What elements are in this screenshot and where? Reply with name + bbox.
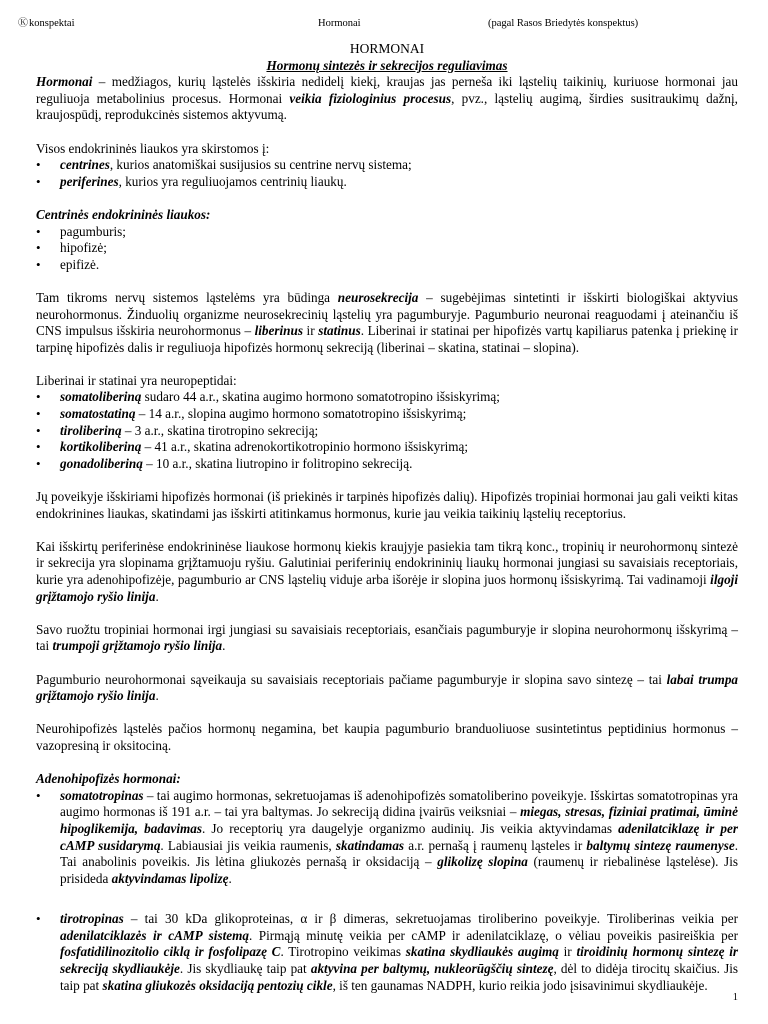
bullet-icon: • xyxy=(36,223,41,239)
bullet-icon: • xyxy=(36,389,41,405)
list-item: • pagumburis; xyxy=(36,223,126,239)
paragraph-very-short-feedback: Pagumburio neurohormonai sąveikauja su savaisiais receptoriais pačiame pagumburyje ir slopina savo sintezę – tai labai trumpa grįžtamojo ryšio linija. xyxy=(36,671,739,704)
list-item: • somatoliberiną sudaro 44 a.r., skatina augimo hormono somatotropino išsiskyrimą; xyxy=(36,389,500,405)
copyright-icon: Ⓚ xyxy=(18,18,28,29)
paragraph-neuropeptides-intro: Liberinai ir statinai yra neuropeptidai: xyxy=(36,372,237,388)
bullet-icon: • xyxy=(36,455,41,471)
list-item: • gonadoliberiną – 10 a.r., skatina liutropino ir folitropino sekreciją. xyxy=(36,455,413,471)
paragraph-neurosecretion: Tam tikroms nervų sistemos ląstelėms yra būdinga neurosekrecija – sugebėjimas sintetinti ir išskirti biologiškai aktyvius neurohormonus. Žinduolių organizme neurosekrecinių ląstelių yra pagumburyje. Pagumburio neuronai reaguodami į ateinančiu iš CNS impulsus išskiria neurohormonus – liberinus ir statinus. Liberinai ir statinai per hipofizės vartų kapiliarus patenka į priekinę ir tarpinę hipofizės dalis ir reguliuoja hipofizės hormonų sekreciją (liberinai – skatina, statinai – slopina). xyxy=(36,289,738,355)
bullet-icon: • xyxy=(36,439,41,455)
central-glands-heading: Centrinės endokrininės liaukos: xyxy=(36,206,211,222)
list-item: • centrines, kurios anatomiškai susijusios su centrine nervų sistema; xyxy=(36,157,412,173)
bullet-icon: • xyxy=(36,157,41,173)
bullet-icon: • xyxy=(36,787,41,803)
adenohypophysis-heading: Adenohipofizės hormonai: xyxy=(36,771,181,787)
paragraph-long-feedback: Kai išskirtų periferinėse endokrininėse liaukose hormonų kiekis kraujyje pasiekia tam tikrą konc., tropinių ir neurohormonų sintezė ir sekrecija yra slopinama grįžtamuoju ryšiu. Galutiniai periferinių endokrininių liaukų hormonai jungiasi su savaisiais receptoriais, kurie yra adenohipofizėje, pagumburio ar CNS ląstelių viduje arba išorėje ir slopina juos hormonų išsiskyrimą. Tai vadinamoji ilgoji grįžtamojo ryšio linija. xyxy=(36,538,738,604)
bullet-icon: • xyxy=(36,422,41,438)
page-title: HORMONAI xyxy=(349,41,425,56)
paragraph-hormones-definition: Hormonai – medžiagos, kurių ląstelės išskiria nedidelį kiekį, kraujas jas perneša iki ląstelių taikinių, kuriuose hormonai jau reguliuoja metabolinius procesus. Hormonai veikia fiziologinius procesus, pvz., ląstelių augimą, širdies susitraukimų dažnį, kraujospūdį, reprodukcinės sistemos aktyvumą. xyxy=(36,74,738,123)
document-body xyxy=(36,41,738,994)
central-glands-list xyxy=(36,224,738,274)
glands-list xyxy=(36,157,738,190)
header-right: (pagal Rasos Briedytės konspektus) xyxy=(488,18,639,29)
bullet-icon: • xyxy=(36,911,41,927)
bullet-icon: • xyxy=(36,406,41,422)
bullet-icon: • xyxy=(36,256,41,272)
bullet-icon: • xyxy=(36,173,41,189)
list-spacer xyxy=(36,887,738,911)
paragraph-pituitary-hormones: Jų poveikyje išskiriami hipofizės hormonai (iš priekinės ir tarpinės hipofizės dalių). Hipofizės tropiniai hormonai jau gali veikti kitas endokrinines liaukas, skatindami jas išskirti atitinkamus hormonus, kurie jau veikia taikinių ląstelių receptorius. xyxy=(36,489,738,521)
list-item: • tiroliberiną – 3 a.r., skatina tirotropino sekreciją; xyxy=(36,422,319,438)
list-item: • hipofizė; xyxy=(36,240,107,256)
paragraph-glands-intro: Visos endokrininės liaukos yra skirstomos į: xyxy=(36,140,270,156)
list-item-tirotropin: • tirotropinas – tai 30 kDa glikoproteinas, α ir β dimeras, sekretuojamas tiroliberino poveikyje. Tiroliberinas veikia per adenilatciklazės ir cAMP sistemą. Pirmąją minutę veikia per cAMP ir adenilatciklazę, o vėliau poveikis pasireiškia per fosfatidilinozitolio ciklą ir fosfolipazę C. Tirotropino veikimas skatina skydliaukės augimą ir tiroidinių hormonų sintezę ir sekreciją skydliaukėje. Jis skydliaukę taip pat aktyvina per baltymų, nukleorūgščių sintezę, dėl to didėja tirocitų skaičius. Jis taip pat skatina gliukozės oksidaciją pentozių cikle, iš ten gaunamas NADPH, kurio reikia jodo įsisavinimui skydliaukėje. xyxy=(36,911,739,993)
page-number: 1 xyxy=(732,992,738,1003)
bullet-icon: • xyxy=(36,240,41,256)
header-center: Hormonai xyxy=(318,18,361,29)
paragraph-neurohypophysis: Neurohipofizės ląstelės pačios hormonų negamina, bet kaupia pagumburio branduoliuose susintetintus peptidinius hormonus – vazopresiną ir oksitociną. xyxy=(36,721,738,753)
list-item: • kortikoliberiną – 41 a.r., skatina adrenokortikotropinio hormono išsiskyrimą; xyxy=(36,439,469,455)
list-item: • periferines, kurios yra reguliuojamos centrinių liaukų. xyxy=(36,173,347,189)
neuropeptides-list xyxy=(36,389,738,472)
list-item: • somatostatiną – 14 a.r., slopina augimo hormono somatotropino išsiskyrimą; xyxy=(36,406,467,422)
list-item: • epifizė. xyxy=(36,256,100,272)
list-item-somatotropin: • somatotropinas – tai augimo hormonas, sekretuojamas iš adenohipofizės somatoliberino poveikyje. Išskirtas somatotropinas yra augimo hormonas iš 191 a.r. – tai yra baltymas. Jo sekreciją didina įvairūs veiksniai – miegas, stresas, fiziniai pratimai, ūminė hipoglikemija, badavimas. Jo receptorių yra daugelyje organizmo audinių. Jis veikia aktyvindamas adenilatciklazę ir per cAMP susidarymą. Labiausiai jis veikia raumenis, skatindamas a.r. pernašą į raumenų ląsteles ir baltymų sintezę raumenyse. Tai anabolinis poveikis. Jis lėtina gliukozės pernašą ir oksidaciją – glikolizę slopina (raumenų ir riebalinėse ląstelėse). Jis prisideda aktyvindamas lipolizę. xyxy=(36,787,738,886)
adenohypophysis-list xyxy=(36,788,738,995)
header-left: Ⓚkonspektai xyxy=(18,18,75,29)
page-subtitle: Hormonų sintezės ir sekrecijos reguliavimas xyxy=(266,57,508,73)
paragraph-short-feedback: Savo ruožtu tropiniai hormonai irgi jungiasi su savaisiais receptoriais, esančiais pagumburyje ir slopina neurohormonų išskyrimą – tai trumpoji grįžtamojo ryšio linija. xyxy=(36,621,738,654)
